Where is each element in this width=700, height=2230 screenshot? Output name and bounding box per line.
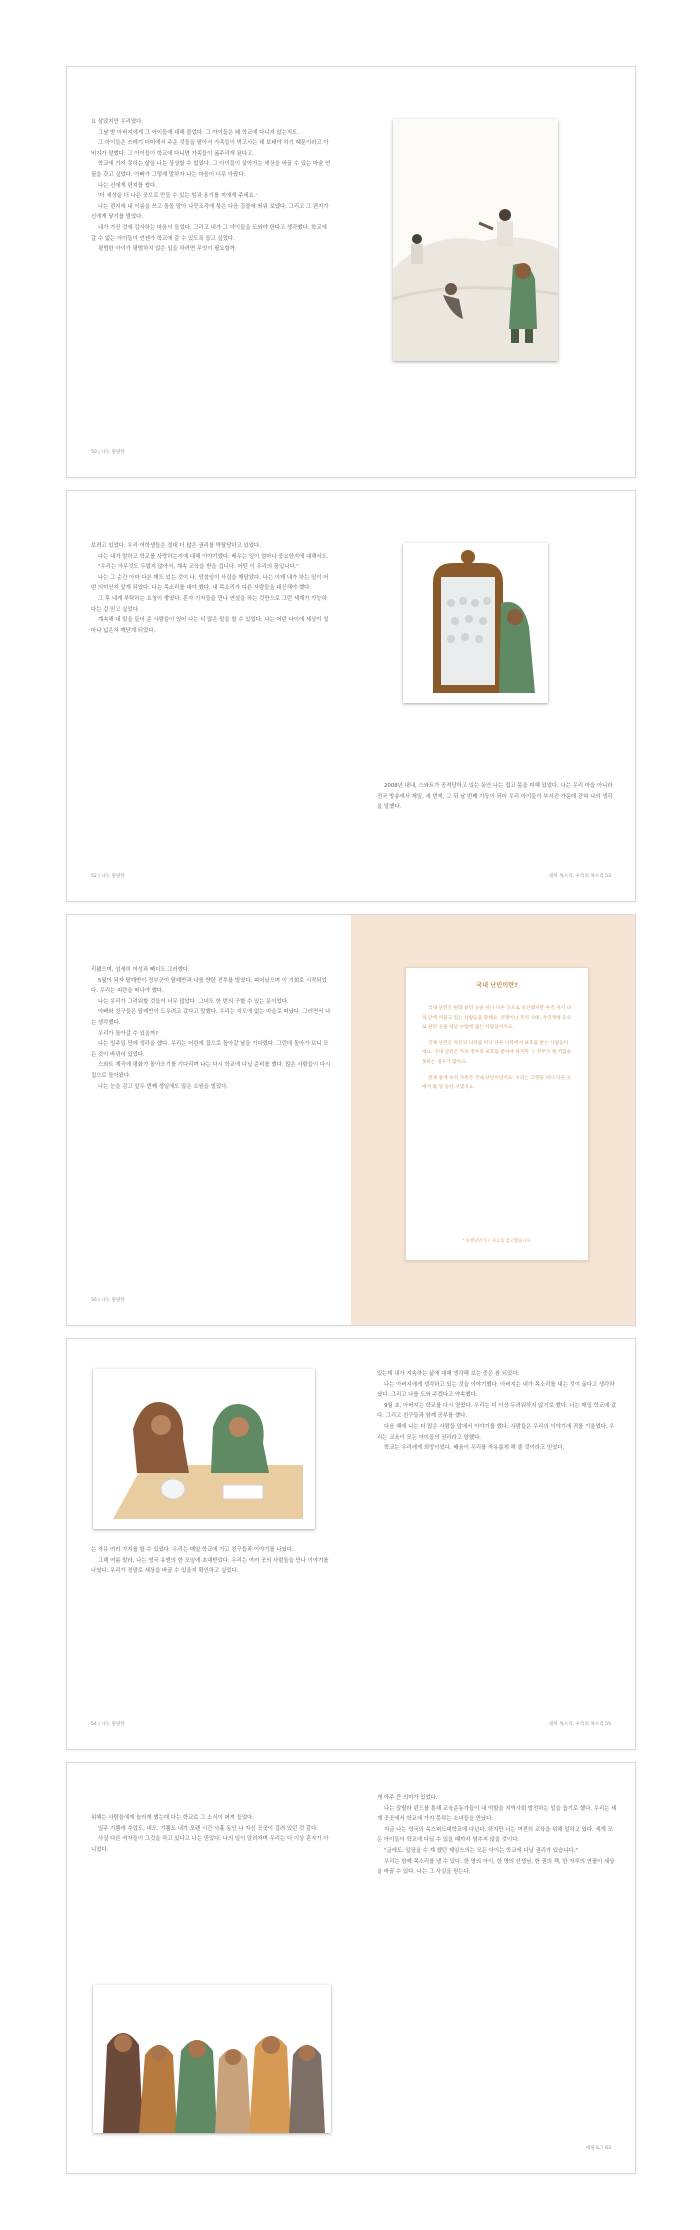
info-card xyxy=(405,967,589,1261)
paragraph: 우리가 돌아갈 수 있을까? xyxy=(98,1030,159,1037)
paragraph: "우리는 아무것도 두렵지 않아서, 계속 교육을 받을 겁니다. 어떤 이 우리의 꿈입니다." xyxy=(98,564,299,571)
page-text-left xyxy=(91,1813,331,1855)
page-text-left xyxy=(91,1545,331,1577)
paragraph: 내가 가진 것에 감사하는 마음이 들었다. 그리고 내가 그 아이들을 도와야 한다고 생각했다. 학교에 갈 수 없는 아이들이 언젠가 학교에 갈 수 있도록 돕고 싶었다. xyxy=(91,224,327,242)
book-spread-1 xyxy=(66,66,636,478)
page-number-left: 56 | 나는 말랄라 xyxy=(91,1298,125,1303)
page-number-left: 54 | 나는 말랄라 xyxy=(91,1722,125,1727)
illustration-garbage-pickers xyxy=(393,119,558,361)
paragraph: 5월이 되자 탈레반이 정부군이 탈레반과 나를 향한 전투를 벌였다. 피어났으며 이 기회로 시작되었다. 우리는 피란을 떠나야 했다. xyxy=(91,977,327,995)
book-spread-4 xyxy=(66,1338,636,1750)
paragraph: 학교는 우리에게 희망이었다. 배움이 우리를 자유롭게 해 줄 것이라고 믿었다. xyxy=(384,1445,565,1452)
paragraph: 나는 우리가 그리워할 것들이 너무 많았다. 그녀도 한 번의 구할 수 있는 문이었다. xyxy=(98,998,289,1005)
paragraph: 요 살았지만 우리였다. xyxy=(91,119,144,125)
paragraph: '더 세상을 더 나은 곳으로 만들 수 있는 힘과 용기를 저에게 주세요.' xyxy=(98,193,257,200)
page-text-right xyxy=(377,1369,617,1454)
paragraph: 있는데 내가 지속하는 삶에 대해 생각해 보는 중은 참 되었다. xyxy=(377,1371,520,1377)
page-number-right: 대한 목소리, 우리의 목소리 55 xyxy=(549,1722,611,1727)
paragraph: 사실 다른 여자들이 그것을 하고 있다고 나는 믿었다. 나의 일이 알려지며 우리는 더 이상 혼자가 아니었다. xyxy=(91,1836,329,1853)
paragraph: 그 아이들은 쓰레기 더미에서 주운 것들을 팔아서 가족들이 먹고사는 데 보태야 하기 때문이라고 아버지가 말했다. 그 아이들이 학교에 다니면 가족들이 굶주리게 된다고. xyxy=(91,140,329,157)
paragraph: 나는 신에게 편지를 썼다. xyxy=(98,182,157,189)
paragraph: 게 아주 큰 의미가 있었다. xyxy=(377,1795,438,1801)
paragraph: 2008년 내내, 스와트가 공격당하고 있는 동안 나는 접고 몸을 피해 있었다. 나는 우리 마을 아니라 전국 방송에서 제일, 세 번씩, 그 뒤 날 번째 기둥이 되어 우리 아이들이 부서진 가운데 갇혀 나의 생각을 말했다. xyxy=(377,783,613,811)
paragraph: 나는 일주일 만에 생각을 했다. 우리는 어린에 집으로 돌아갈 날을 기다렸다. 그런데 돌아가 보니 모든 것이 바뀌어 있었다. xyxy=(91,1041,329,1058)
paragraph: 전쟁 중에 우리 가족은 국내 난민이었어요. 우리는 고향을 떠나 다른 곳에서 몇 달 동안 지냈지요. xyxy=(422,1075,572,1091)
paragraph: 아빠와 친구들은 탈레반이 도우려고 갔다고 말했다. 우리는 지도에 없는 마을로 떠났다. 그러면서 나는 생각했다. xyxy=(91,1009,331,1026)
info-card-body xyxy=(422,1004,572,1099)
paragraph: 보려고 있었다. 우리 여학생들은 절대 더 많은 권리를 박탈당하고 있었다. xyxy=(91,543,261,549)
info-card-title: 국내 난민이란? xyxy=(476,982,518,989)
page-text-left xyxy=(91,965,331,1092)
paragraph: 나는 그 순간 아마 다른 깨도 있는 것이 나, 망설임이 사실을 깨달았다. 나는 이제 내가 하는 일이 어떤 의미인지 알게 되었다. 나는 목소리를 내야 했다. 내 목소리가 다른 사람들을 대신해야 했다. xyxy=(91,574,329,592)
info-card-note: * 유엔난민기구 자료를 참고했습니다. xyxy=(462,1239,532,1244)
paragraph: 그해 여름 말라, 나는 영국 유엔의 한 모임에 초대받았다. 우리는 여러 곳의 사람들을 만나 이야기를 나눴다. 우리가 정말로 세상을 바꿀 수 있을지 확인하고 싶었다. xyxy=(91,1557,329,1575)
page-text-right xyxy=(377,781,617,813)
paragraph: 그 후 내게 부탁하는 요청이 쌓였다. 혼자 기자들을 만나 연설을 하는 것만으로 그런 세계가 가능하다는 걸 믿고 싶었다. xyxy=(91,595,327,613)
page-text-left xyxy=(91,541,331,636)
paragraph: 평범한 아이가 평범하지 않은 일을 하려면 무엇이 필요할까. xyxy=(98,246,237,253)
paragraph: 우리는 함께 목소리를 낼 수 있다. 한 명의 아이, 한 명의 선생님, 한 권의 책, 한 자루의 연필이 세상을 바꿀 수 있다. 나는 그 사실을 믿는다. xyxy=(377,1858,615,1876)
page-text-left xyxy=(91,117,331,255)
paragraph: 학교에 가지 못하는 삶을 나는 상상할 수 없었다. 그 아이들이 살아가는 세상을 바꿀 수 있는 마술 연필을 갖고 싶었다. 아빠가 그렇게 말하자 나는 마음이 너무 아팠다. xyxy=(91,161,331,178)
paragraph: 국제 난민은 자신의 나라를 떠나 다른 나라에서 보호를 받는 사람들이에요. 국내 난민은 자국 정부의 보호를 받아야 하지만 그 정부가 제 역할을 못하는 경우가 많아요. xyxy=(422,1040,572,1065)
paragraph: 스와트 계곡에 평화가 돌아오기를 기다리며 나는 다시 학교에 다닐 준비를 했다. 많은 사람들이 다시 집으로 돌아왔다. xyxy=(91,1062,331,1079)
page-number-right: 에필로그 63 xyxy=(585,2146,611,2151)
illustration-mirror-girl xyxy=(403,543,548,703)
paragraph: 나는 눈을 감고 앞두 번째 생일에도 많은 소원을 빌었다. xyxy=(98,1083,228,1090)
illustration-tea-table xyxy=(93,1369,315,1529)
page-text-right xyxy=(377,1793,617,1878)
paragraph: "글에도, 앞장을 수 계 했던 제임스의는 모든 아이는 학교에 다닐 권리가 있습니다." xyxy=(384,1847,578,1854)
paragraph: 나는 말랄라 펀드를 통해 교육운동가들이 내 역할을 지역사회 발전하는 일을 돕기로 했다. 우리는 세계 곳곳에서 학교에 가지 못하는 소녀들을 만났다. xyxy=(377,1805,617,1823)
paragraph: 지금 나는 영국의 옥스퍼드대학교에 다닌다. 하지만 나는 여전히 교육을 위해 일하고 있다. 세계 모든 아이들이 학교에 다닐 수 있을 때까지 멈추지 않을 것이다. xyxy=(377,1826,613,1844)
paragraph: 계속해 내 말을 들어 준 사람들이 있어 나는 더 많은 말을 할 수 있었다. 나는 어린 나이에 세상이 얼마나 넓은지 깨닫게 되었다. xyxy=(91,617,329,634)
paragraph: 일주 기쁨에 수업도, 내도, 기쁨도 내가 오랜 시간 사흘 동안 나 자신 곳곳이 걸려 있던 것 같다. xyxy=(98,1825,319,1832)
paragraph: 나는 내가 말하고 학교를 사랑하는지에 대해 이야기했다. 배우는 일이 얼마나 중요한지에 대해서도. xyxy=(98,553,329,560)
page-number-left: 52 | 나는 말랄라 xyxy=(91,874,125,879)
page-number-left: 50 | 나는 말랄라 xyxy=(91,450,125,455)
paragraph: 나는 편지에 내 이름을 쓰고 돌돌 말아 나뭇조각에 묶은 다음 강물에 띄워 보냈다. 그리고 그 편지가 신에게 닿기를 빌었다. xyxy=(91,203,329,221)
paragraph: 그날 밤 아버지에게 그 아이들에 대해 물었다. 그 아이들은 왜 학교에 다니지 않는지도. xyxy=(98,129,300,136)
paragraph: 국내 난민은 원래 살던 곳을 떠나 다른 곳으로 피신했지만 아직 자기 나라 안에 머물고 있는 사람들을 말해요. 전쟁이나 폭력 사태, 자연재해 등으로 살던 곳을 떠날 수밖에 없는 사람들이지요. xyxy=(422,1006,572,1031)
paragraph: 리됐으며, 섬세히 여성과 빼더도 그러했다. xyxy=(91,967,190,973)
book-spread-2 xyxy=(66,490,636,902)
paragraph: 다음 해에 나는 더 많은 사람들 앞에서 이야기를 했다. 사람들은 우리의 이야기에 귀를 기울였다. 우리는 교육이 모든 아이들의 권리라고 말했다. xyxy=(377,1423,615,1441)
page-number-right: 대한 목소리, 우리의 목소리 53 xyxy=(549,874,611,879)
book-spread-3 xyxy=(66,914,636,1326)
paragraph: 나는 아버지에게 생각하고 있는 것을 이야기했다. 아버지는 내가 목소리를 내는 것이 옳다고 생각하셨다. 그리고 나를 도와 주겠다고 약속했다. xyxy=(377,1381,615,1399)
paragraph: 는 자유 여러 가지를 할 수 있었다. 우리는 매일 학교에 가고 친구들과 이야기를 나눴다. xyxy=(91,1547,294,1553)
paragraph: 위해는 사람들에게 놀라게 했는데 다는 학교로 그 소식이 퍼져 들었다. xyxy=(91,1815,254,1821)
illustration-girls-group xyxy=(93,1985,331,2133)
paragraph: 9월 초, 아버지는 학교를 다시 열었다. 우리는 더 이상 두려워하지 않기로 했다. 나는 매일 학교에 갔다. 그리고 친구들과 함께 공부를 했다. xyxy=(377,1402,617,1420)
book-spread-5 xyxy=(66,1762,636,2174)
